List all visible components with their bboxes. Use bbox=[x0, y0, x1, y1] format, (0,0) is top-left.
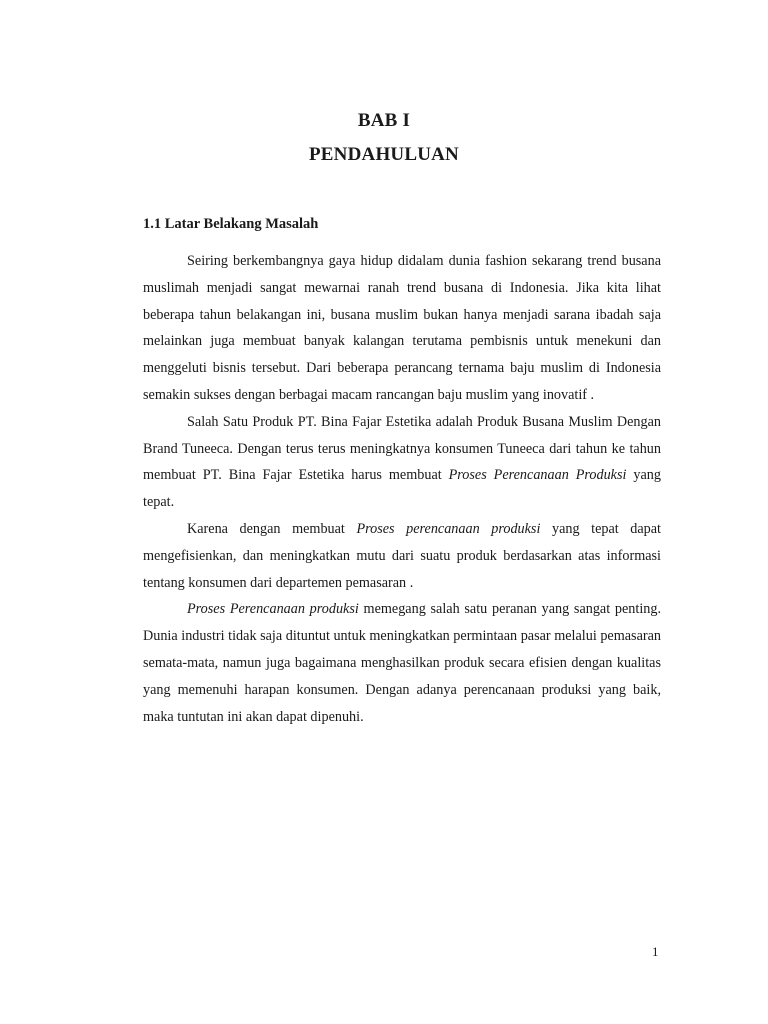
paragraph-4-text-b: memegang salah satu peranan yang sangat penting. Dunia industri tidak saja dituntut untuk meningkatkan permintaan pasar melalui pemasaran semata-mata, namun juga bagaimana menghasilkan produk secara efisien dengan kualitas yang memenuhi harapan konsumen. Dengan adanya perencanaan produksi yang baik, maka tuntutan ini akan dapat dipenuhi. bbox=[143, 601, 661, 725]
paragraph-3 bbox=[143, 516, 661, 596]
paragraph-2-text-b: yang tepat. bbox=[143, 467, 661, 511]
paragraph-3-emphasis: Proses perencanaan produksi bbox=[356, 520, 541, 537]
chapter-title: PENDAHULUAN bbox=[309, 144, 459, 165]
paragraph-3-text-b: yang tepat dapat mengefisienkan, dan meningkatkan mutu dari suatu produk berdasarkan atas informasi tentang konsumen dari departemen pemasaran . bbox=[143, 520, 661, 591]
paragraph-2-emphasis: Proses Perencanaan Produksi bbox=[448, 467, 627, 484]
paragraph-4 bbox=[143, 596, 661, 730]
paragraph-2-text-a: Salah Satu Produk PT. Bina Fajar Estetika adalah Produk Busana Muslim Dengan Brand Tuneeca. Dengan terus terus meningkatnya konsumen Tuneeca dari tahun ke tahun membuat PT. Bina Fajar Estetika harus membuat bbox=[143, 413, 661, 484]
paragraph-4-emphasis: Proses Perencanaan produksi bbox=[187, 601, 359, 618]
paragraph-2 bbox=[143, 409, 661, 516]
paragraph-1: Seiring berkembangnya gaya hidup didalam dunia fashion sekarang trend busana muslimah menjadi sangat mewarnai ranah trend busana di Indonesia. Jika kita lihat beberapa tahun belakangan ini, busana muslim bukan hanya menjadi sarana ibadah saja melainkan juga membuat banyak kalangan terutama pembisnis untuk menekuni dan menggeluti bisnis tersebut. Dari beberapa perancang ternama baju muslim di Indonesia semakin sukses dengan berbagai macam rancangan baju muslim yang inovatif . bbox=[143, 253, 661, 403]
page-number: 1 bbox=[652, 944, 659, 959]
section-heading: 1.1 Latar Belakang Masalah bbox=[143, 216, 319, 232]
chapter-number: BAB I bbox=[357, 110, 411, 131]
paragraph-3-text-a: Karena dengan membuat bbox=[187, 520, 357, 537]
body-text bbox=[143, 248, 661, 730]
